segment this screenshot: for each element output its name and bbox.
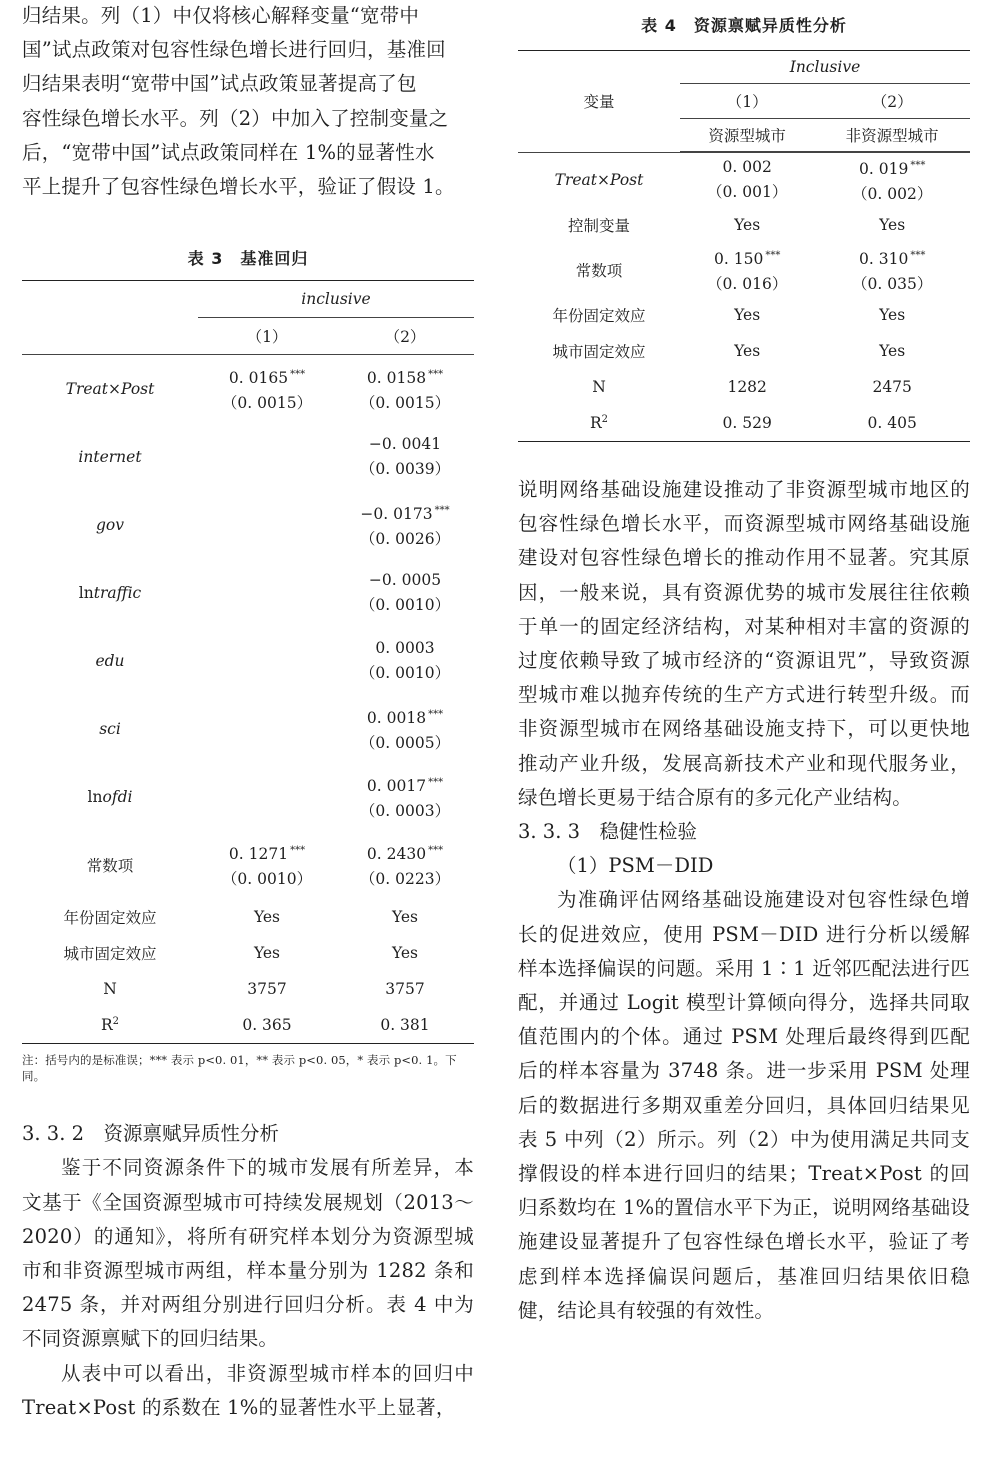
table-row <box>22 423 474 491</box>
row-label <box>518 207 680 243</box>
coef-number: 0. 0003 <box>375 639 435 658</box>
section-heading-333: 3. 3. 3 稳健性检验 <box>518 820 698 844</box>
significance-stars: *** <box>910 160 926 171</box>
table-row <box>518 333 970 369</box>
std-error: （0. 0010） <box>221 870 313 889</box>
coef-number: 0. 0017 <box>366 777 427 796</box>
coef-value <box>814 153 970 182</box>
label-text: traffic <box>93 584 142 603</box>
std-error: （0. 001） <box>707 183 788 201</box>
label-text: gov <box>95 516 124 535</box>
coef-cell <box>198 355 336 424</box>
table4-var-header: 变量 <box>583 93 615 112</box>
right-text <box>518 473 970 1328</box>
value-cell: Yes <box>734 306 761 324</box>
coef-number: 0. 0018 <box>366 709 427 728</box>
coef-cell <box>336 559 474 627</box>
row-label <box>22 627 198 695</box>
table-row <box>518 369 970 405</box>
coef-cell <box>198 559 336 627</box>
row-label <box>518 405 680 442</box>
row-label <box>22 763 198 831</box>
coef-cell <box>336 695 474 763</box>
coef-number: 0. 310 <box>859 250 909 268</box>
row-label: 城市固定效应 <box>63 945 157 964</box>
value-cell: Yes <box>734 342 761 360</box>
table-row <box>22 559 474 627</box>
coef-value <box>198 838 336 867</box>
coef-cell <box>336 355 474 424</box>
coef-cell <box>336 491 474 559</box>
row-label <box>22 559 198 627</box>
coef-number: −0. 0041 <box>368 435 442 454</box>
coef-cell <box>198 831 336 899</box>
table4-group1: 资源型城市 <box>680 119 814 152</box>
coef-value <box>336 432 474 457</box>
coef-value <box>336 838 474 867</box>
table-row <box>22 695 474 763</box>
label-text: internet <box>78 448 142 467</box>
coef-number: Yes <box>879 215 906 234</box>
intro-line: 后，“宽带中国”试点政策同样在 1%的显著性水 <box>22 140 435 164</box>
section-332-paragraph-2: 从表中可以看出，非资源型城市样本的回归中 Treat×Post 的系数在 1%的显著性水平上显著， <box>22 1361 474 1419</box>
significance-stars: *** <box>428 845 444 857</box>
coef-number: 0. 2430 <box>366 845 427 864</box>
coef-number: 0. 019 <box>859 160 909 178</box>
coef-number: 0. 0165 <box>228 369 289 388</box>
intro-line: 国”试点政策对包容性绿色增长进行回归，基准回 <box>22 38 446 62</box>
table-row <box>22 763 474 831</box>
row-label <box>22 491 198 559</box>
left-column <box>22 0 474 1425</box>
right-paragraph-2: 为准确评估网络基础设施建设对包容性绿色增长的促进效应，使用 PSM－DID 进行分析以缓解样本选择偏误的问题。采用 1∶1 近邻匹配法进行匹配，并通过 Logit 模型计算倾向得分，选择共同取值范围内的个体。通过 PSM 处理后最终得到匹配后的样本容量为 3748 条。进一步采用 PSM 处理后的数据进行多期双重差分回归，具体回归结果见表 5 中列（2）所示。列（2）中为使用满足共同支撑假设的样本进行回归的结果；Treat×Post 的回归系数均在 1%的置信水平下为正，说明网络基础设施建设显著提升了包容性绿色增长水平，验证了考虑到样本选择偏误问题后，基准回归结果依旧稳健，结论具有较强的有效性。 <box>518 888 970 1322</box>
value-cell: Yes <box>253 908 280 927</box>
r2-superscript: 2 <box>112 1016 120 1028</box>
std-error: （0. 0039） <box>359 460 451 479</box>
table3-col1-header: （1） <box>246 328 288 347</box>
label-text: ofdi <box>102 788 133 807</box>
coef-cell <box>198 491 336 559</box>
section-heading-332: 3. 3. 2 资源禀赋异质性分析 <box>22 1122 280 1146</box>
std-error: （0. 0026） <box>359 530 451 549</box>
row-label: 年份固定效应 <box>552 307 646 325</box>
intro-paragraph <box>22 0 474 204</box>
significance-stars: *** <box>290 845 306 857</box>
right-paragraph-1: 说明网络基础设施建设推动了非资源型城市地区的包容性绿色增长水平，而资源型城市网络基础设施建设对包容性绿色增长的推动作用不显著。究其原因，一般来说，具有资源优势的城市发展往往依赖于单一的固定经济结构，对某种相对丰富的资源的过度依赖导致了城市经济的“资源诅咒”，导致资源型城市难以抛弃传统的生产方式进行转型升级。而非资源型城市在网络基础设施支持下，可以更快地推动产业升级，发展高新技术产业和现代服务业，绿色增长更易于结合原有的多元化产业结构。 <box>518 478 970 809</box>
table3-caption: 表 3 基准回归 <box>187 249 309 269</box>
value-cell: Yes <box>879 306 906 324</box>
row-label: 年份固定效应 <box>63 909 157 928</box>
table4-caption: 表 4 资源禀赋异质性分析 <box>641 16 847 35</box>
row-label <box>22 1007 198 1044</box>
row-label <box>518 153 680 208</box>
std-error: （0. 035） <box>852 275 933 293</box>
significance-stars: *** <box>434 505 450 517</box>
row-label <box>22 355 198 424</box>
significance-stars: *** <box>428 709 444 721</box>
section-332-paragraph-1: 鉴于不同资源条件下的城市发展有所差异，本文基于《全国资源型城市可持续发展规划（2013～2020）的通知》，将所有研究样本划分为资源型城市和非资源型城市两组，样本量分别为 1282 条和 2475 条，并对两组分别进行回归分析。表 4 中为不同资源禀赋下的回归结果。 <box>22 1156 474 1351</box>
value-cell: Yes <box>253 944 280 963</box>
value-cell: Yes <box>391 944 418 963</box>
table-row <box>518 153 970 208</box>
table4-dep-var: Inclusive <box>680 51 970 84</box>
coef-cell <box>198 763 336 831</box>
label-text: sci <box>99 720 121 739</box>
coef-cell <box>814 207 970 243</box>
table3 <box>22 280 474 1044</box>
coef-value <box>680 213 814 238</box>
right-column <box>518 0 970 1328</box>
table-row <box>22 831 474 899</box>
coef-value <box>814 213 970 238</box>
coef-cell <box>336 831 474 899</box>
row-label <box>22 423 198 491</box>
intro-line: 平上提升了包容性绿色增长水平，验证了假设 1。 <box>22 175 455 199</box>
table-row <box>518 243 970 297</box>
table-row <box>22 627 474 695</box>
coef-value <box>336 636 474 661</box>
coef-cell <box>680 243 814 297</box>
section-332 <box>22 1117 474 1425</box>
label-text: Treat×Post <box>554 171 644 189</box>
label-text: Treat×Post <box>65 380 155 399</box>
label-prefix: ln <box>78 584 94 603</box>
table-row-r2 <box>518 405 970 442</box>
coef-cell <box>198 627 336 695</box>
value-cell: 2475 <box>872 378 912 396</box>
coef-value <box>680 155 814 180</box>
std-error: （0. 0015） <box>221 394 313 413</box>
table4-col1-header: （1） <box>726 93 768 111</box>
intro-line: 归结果表明“宽带中国”试点政策显著提高了包 <box>22 72 417 96</box>
std-error: （0. 0010） <box>359 664 451 683</box>
r2-label: R <box>589 414 602 433</box>
row-label <box>22 695 198 763</box>
coef-number: 0. 002 <box>722 158 772 176</box>
coef-cell <box>814 243 970 297</box>
coef-value <box>336 568 474 593</box>
table-row <box>22 935 474 971</box>
value-cell: 0. 529 <box>722 414 772 432</box>
coef-number: 0. 0158 <box>366 369 427 388</box>
coef-cell <box>198 695 336 763</box>
table-row <box>22 355 474 424</box>
coef-value <box>336 498 474 527</box>
coef-value <box>336 770 474 799</box>
value-cell: 0. 365 <box>242 1016 292 1035</box>
row-label <box>518 243 680 297</box>
coef-value <box>198 362 336 391</box>
table-row <box>22 899 474 935</box>
label-text: 常数项 <box>86 857 134 876</box>
coef-number: Yes <box>734 215 761 234</box>
significance-stars: *** <box>765 250 781 261</box>
coef-cell <box>680 207 814 243</box>
table4 <box>518 50 970 442</box>
table-row <box>518 207 970 243</box>
value-cell: 3757 <box>385 980 425 999</box>
label-text: 控制变量 <box>567 217 630 235</box>
table-row <box>518 297 970 333</box>
significance-stars: *** <box>428 369 444 381</box>
coef-cell <box>336 763 474 831</box>
r2-superscript: 2 <box>601 413 609 425</box>
value-cell: 0. 405 <box>867 414 917 432</box>
r2-label: R <box>100 1016 113 1035</box>
label-prefix: ln <box>87 788 103 807</box>
table3-body <box>22 355 474 1044</box>
significance-stars: *** <box>910 250 926 261</box>
coef-cell <box>336 627 474 695</box>
std-error: （0. 0223） <box>359 870 451 889</box>
std-error: （0. 0015） <box>359 394 451 413</box>
table4-body <box>518 153 970 442</box>
intro-line: 容性绿色增长水平。列（2）中加入了控制变量之 <box>22 106 449 130</box>
row-label: N <box>592 378 606 396</box>
std-error: （0. 0005） <box>359 734 451 753</box>
significance-stars: *** <box>428 777 444 789</box>
table3-col2-header: （2） <box>384 328 426 347</box>
table-row <box>22 971 474 1007</box>
subsection-heading-psm: （1）PSM－DID <box>557 854 714 878</box>
value-cell: 1282 <box>727 378 767 396</box>
coef-value <box>680 243 814 272</box>
coef-value <box>336 362 474 391</box>
coef-number: −0. 0173 <box>360 505 433 524</box>
value-cell: Yes <box>879 342 906 360</box>
std-error: （0. 0010） <box>359 596 451 615</box>
value-cell: 0. 381 <box>380 1016 430 1035</box>
value-cell: 3757 <box>247 980 287 999</box>
table-row <box>22 491 474 559</box>
std-error: （0. 016） <box>707 275 788 293</box>
significance-stars: *** <box>290 369 306 381</box>
coef-value <box>814 243 970 272</box>
coef-cell <box>336 423 474 491</box>
table4-group2: 非资源型城市 <box>814 119 970 152</box>
coef-number: −0. 0005 <box>368 571 442 590</box>
coef-value <box>336 702 474 731</box>
table-row-r2 <box>22 1007 474 1044</box>
intro-line: 归结果。列（1）中仅将核心解释变量“宽带中 <box>22 4 420 27</box>
coef-cell <box>198 423 336 491</box>
label-text: 常数项 <box>575 262 623 280</box>
std-error: （0. 0003） <box>359 802 451 821</box>
row-label <box>22 831 198 899</box>
coef-cell <box>814 153 970 208</box>
row-label: 城市固定效应 <box>552 343 646 361</box>
coef-cell <box>680 153 814 208</box>
std-error: （0. 002） <box>852 185 933 203</box>
coef-number: 0. 1271 <box>228 845 289 864</box>
coef-number: 0. 150 <box>714 250 764 268</box>
value-cell: Yes <box>391 908 418 927</box>
label-text: edu <box>95 652 125 671</box>
table3-dep-var: inclusive <box>198 281 474 318</box>
table4-col2-header: （2） <box>871 93 913 111</box>
row-label: N <box>103 980 117 999</box>
table3-note: 注：括号内的是标准误；*** 表示 p<0. 01，** 表示 p<0. 05，* 表示 p<0. 1。下同。 <box>22 1053 457 1084</box>
